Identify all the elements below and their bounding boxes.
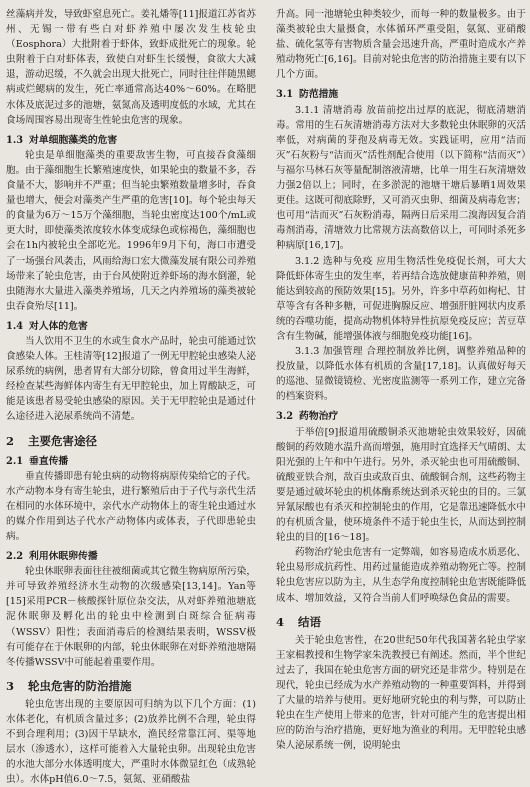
section-3-1-1-paragraph bbox=[276, 103, 526, 254]
section-3-1-2-paragraph bbox=[276, 254, 526, 345]
section-3-1-heading bbox=[276, 87, 526, 102]
section-3-heading bbox=[6, 678, 256, 694]
section-2-1-paragraph: 垂直传播即患有轮虫病的动物将病原传染给它的子代。水产动物本身有寄生轮虫，进行繁殖后由于子代与亲代生活在相同的水体环境中，亲代水产动物体上的寄生轮虫通过水的媒介作用到达子代水产动物体内或体表，子代即患轮虫病。 bbox=[6, 470, 256, 542]
section-1-4-heading bbox=[6, 319, 256, 334]
section-3-2-paragraph-a: 于举倍[9]报道用硫酸铜杀灭池塘轮虫效果较好，因硫酸铜的药效随水温升高而增强，施用时宜选择天气晴朗、太阳光强的上午和中午进行。另外，杀灭轮虫也可用硫酸铜、硫酸亚铁合剂，敌百虫或敌百虫、硫酸铜合剂，这些药物主要是通过破坏轮虫的机体酶系统达到杀灭轮虫的目的。三氯异氰尿酸也有杀灭和控制轮虫的作用，它是靠迅速降低水中的有机质含量，使环境条件不适于轮虫生长，从而达到控制轮虫的目的[16～18]。 bbox=[276, 426, 526, 544]
section-3-2-paragraph-b: 药物治疗轮虫危害有一定弊端，如容易造成水质恶化、轮虫易形成抗药性、用药过量能造成养殖动物死亡等。控制轮虫危害应以防为主，从生态学角度控制轮虫危害既能降低成本、增加效益，又符合当前人们呼唤绿色食品的需要。 bbox=[276, 547, 526, 604]
subsection-title: 清塘消毒 bbox=[322, 104, 363, 116]
continued-paragraph: 升高。同一池塘轮虫种类较少，而每一种的数量极多。由于藻类被轮虫大量摄食，水体循环严重受阻，氨氮、亚硝酸盐、硫化氢等有害物质含量会迅速升高，严重时造成水产养殖动物死亡[6,16]。目前对轮虫危害的防治措施主要有以下几个方面。 bbox=[276, 9, 526, 81]
subsection-number: 3.1.1 bbox=[295, 104, 320, 116]
section-2-1-heading bbox=[6, 454, 256, 469]
subsection-text: 合理控制放养比例，调整养殖品种的投放量，以降低水体有机质的含量[17,18]。认真做好每天的巡池、显微镜镜检、光密度监测等一系列工作，建立完备的档案资料。 bbox=[276, 346, 527, 403]
section-title: 防范措施 bbox=[299, 89, 339, 101]
section-number: 2.2 bbox=[6, 551, 24, 563]
subsection-number: 3.1.2 bbox=[295, 255, 320, 267]
section-title: 垂直传播 bbox=[29, 455, 69, 467]
subsection-3-1-1-label bbox=[295, 105, 363, 116]
section-3-2-heading bbox=[276, 409, 526, 424]
section-number: 2 bbox=[6, 433, 15, 448]
section-title: 结语 bbox=[298, 614, 322, 629]
subsection-text: 放苗前挖出过厚的底泥，彻底清塘消毒。常用的生石灰清塘消毒方法对大多数轮虫休眠卵的灭活率低，对病菌的芽孢及病毒无效。实践证明，应用“洁而灭”石灰粉与“洁而灭”活性剂配合使用（以下简称“洁而灭”）与福尔马林石灰等量配制溶液清塘，比单一用生石灰清塘效力强2倍以上；同时，在多淤泥的池塘干塘后暴晒1周效果更佳。这既可彻底除野，又可消灭虫卵、细菌及病毒危害；也可用“洁而灭”石灰粉消毒，隔两日后采用二溴海因复合消毒剂消毒，清塘效力比常规方法高数倍以上，可同时杀死多种病原[16,17]。 bbox=[276, 104, 527, 252]
section-title: 药物治疗 bbox=[299, 411, 339, 423]
left-column bbox=[6, 7, 256, 787]
subsection-3-1-3-label bbox=[295, 346, 363, 357]
section-title: 利用休眠卵传播 bbox=[29, 551, 98, 563]
section-number: 3.1 bbox=[276, 89, 294, 101]
subsection-title: 选种与免疫 bbox=[322, 255, 373, 267]
section-number: 3 bbox=[6, 678, 15, 693]
subsection-3-1-2-label bbox=[295, 256, 373, 267]
section-number: 2.1 bbox=[6, 455, 24, 467]
section-3-1-3-paragraph bbox=[276, 344, 526, 404]
section-2-2-paragraph: 轮虫休眠卵表面往往被细菌或其它微生物病原所污染，并可导致养殖经济水生动物的次级感染[13,14]。Yan等[15]采用PCR－核酸探针原位杂交法，从对虾养殖池塘底泥休眠卵及孵化出的轮虫中检测到白斑综合征病毒（WSSV）阳性；表面消毒后的检测结果表明，WSSV极有可能存在于休眠卵的内部，轮虫休眠卵在对虾养殖池塘隔冬传播WSSV中可能起着重要作用。 bbox=[6, 566, 256, 668]
section-1-4-paragraph: 当人饮用不卫生的水或生食水产品时，轮虫可能通过饮食感染人体。王桂清等[12]报道了一例无甲腔轮虫感染人泌尿系统的病例，患者胃有大部分切除，曾食用过半生海鲜，经检查某些海鲜体内寄生有无甲腔轮虫，加上胃酸缺乏，可能是该患者易受轮虫感染的原因。关于无甲腔轮虫是通过什么途径进入泌尿系统尚不清楚。 bbox=[6, 335, 256, 423]
section-number: 1.3 bbox=[6, 134, 24, 146]
section-2-heading bbox=[6, 433, 256, 449]
section-title: 对单细胞藻类的危害 bbox=[29, 134, 118, 146]
right-column bbox=[276, 7, 526, 753]
subsection-title: 加强管理 bbox=[322, 346, 363, 358]
section-1-3-heading bbox=[6, 133, 256, 148]
section-number: 1.4 bbox=[6, 320, 24, 332]
section-3-paragraph: 轮虫危害出现的主要原因可归纳为以下几个方面：(1)水体老化，有机质含量过多；(2)放养比例不合理，轮虫得不到合理利用；(3)因干旱缺水，渔民经常靠江河、渠等地层水（渗透水），这样可能着入大量轮虫卵。出现轮虫危害的水池大部分水体透明度大，严重时水体微显红色（成熟轮虫）。水体pH值6.0～7.5，氨氮、亚硝酸盐 bbox=[6, 698, 256, 786]
section-1-3-paragraph: 轮虫是单细胞藻类的重要敌害生物，可直接吞食藻细胞。由于藻细胞生长繁殖速度快，如果轮虫的数量不多，吞食量不大，影响并不严重；但当轮虫繁殖数量增多时，吞食量也增大，便会对藻类产生严重的危害[10]。每个轮虫每天的食量为6万～15万个藻细胞，当轮虫密度达100个/mL或更大时，即使藻类浓度较水体变成绿色或棕褐色，藻细胞也会在1h内被轮虫全部吃光。1996年9月下旬，海口市遭受了一场强台风袭击，风雨给海口宏大微藻发展有限公司养殖场带来了轮虫危害，由于台风使附近养虾场的海水倒灌，轮虫随海水大量进入藻类养殖场，几天之内养殖场的藻类被轮虫吞食殆尽[11]。 bbox=[6, 149, 256, 312]
intro-paragraph: 丝藻病并发，导致虾窒息死亡。姜礼燔等[11]报道江苏省苏州、无锡一带有些白对虾养殖中屡次发生枝轮虫（Eosphora）大批附着于虾体，致虾成批死亡的现象。轮虫附着于白对虾体表，致使白对虾生长缓慢，食欲大大减退，游动迟缓，不久就会出现大批死亡，同时往往伴随黑鳃病或烂鳃病的发生，死亡率通常高达40%～60%。在略肥水体及底泥过多的池塘，氨氮高及透明度低的水域，尤其在食场周围容易出现寄生性轮虫危害的现象。 bbox=[6, 9, 256, 126]
subsection-number: 3.1.3 bbox=[295, 346, 320, 358]
section-4-paragraph: 关于轮虫危害性，在20世纪50年代我国著名轮虫学家王家楫教授和生物学家朱洗教授已有阐述。然而，半个世纪过去了，我国在轮虫危害方面的研究还是非常少。特别是在现代，轮虫已经成为水产养殖动物的一种重要饵料，并得到了大量的培养与使用。更好地研究轮虫的利与弊，可以防止轮虫在生产使用上带来的危害，针对可能产生的危害提出相应的防治与治疗措施，更好地为渔业的利用。无甲腔轮虫感染人泌尿系统一例，说明轮虫 bbox=[276, 634, 526, 752]
section-number: 3.2 bbox=[276, 411, 294, 423]
section-title: 对人体的危害 bbox=[29, 320, 88, 332]
section-title: 轮虫危害的防治措施 bbox=[28, 678, 132, 693]
subsection-text: 应用生物活性免疫促长剂，可大大降低虾体寄生虫的发生率，若再结合选放健康苗种养殖，则能达到较高的预防效果[15]。另外，许多中草药如枸杞、甘草等含有各种多糖，可促进胸腺反应、增强肝脏网状内皮系统的吞噬功能，提高动物机体特异性抗原免疫反应；苦豆草含有生物碱，能增强体液与细胞免疫功能[16]。 bbox=[276, 255, 526, 342]
section-2-2-heading bbox=[6, 549, 256, 564]
section-title: 主要危害途径 bbox=[28, 433, 98, 448]
section-4-heading bbox=[276, 614, 526, 630]
section-number: 4 bbox=[276, 614, 285, 629]
